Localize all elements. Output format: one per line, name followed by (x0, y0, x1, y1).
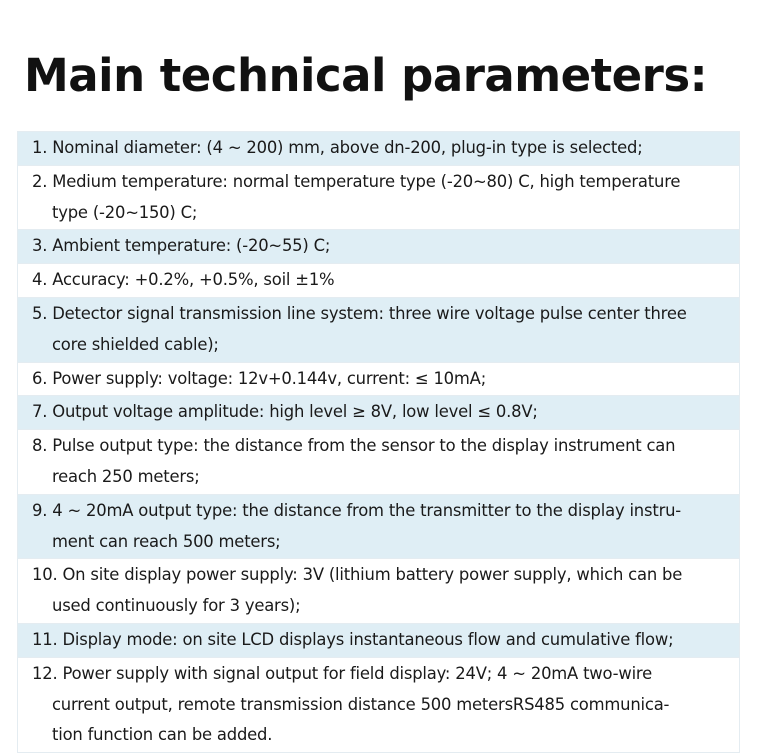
param-line: 4. Accuracy: +0.2%, +0.5%, soil ±1% (32, 270, 335, 290)
param-row-12 (18, 658, 739, 752)
param-row-1 (18, 132, 739, 166)
param-line-continued: core shielded cable); (52, 334, 219, 354)
param-line: 1. Nominal diameter: (4 ~ 200) mm, above dn-200, plug-in type is selected; (32, 138, 643, 157)
param-row-2 (18, 166, 739, 231)
param-line: 3. Ambient temperature: (-20~55) C; (32, 236, 331, 256)
param-line-continued: tion function can be added. (52, 725, 273, 745)
param-line-continued: type (-20~150) C; (52, 202, 198, 222)
parameters-table (17, 131, 740, 753)
param-row-10 (18, 559, 739, 624)
param-line: 11. Display mode: on site LCD displays instantaneous flow and cumulative flow; (32, 629, 674, 649)
param-line: 10. On site display power supply: 3V (lithium battery power supply, which can be (32, 565, 683, 585)
param-line-continued: current output, remote transmission distance 500 metersRS485 communica- (52, 694, 670, 714)
page-title: Main technical parameters: (24, 49, 708, 102)
param-line-continued: ment can reach 500 meters; (52, 531, 281, 551)
param-row-9 (18, 495, 739, 560)
param-line: 5. Detector signal transmission line system: three wire voltage pulse center three (32, 303, 687, 323)
param-row-4 (18, 264, 739, 298)
param-row-3 (18, 230, 739, 264)
param-line-continued: reach 250 meters; (52, 466, 200, 486)
param-line: 6. Power supply: voltage: 12v+0.144v, current: ≤ 10mA; (32, 368, 487, 388)
param-line: 2. Medium temperature: normal temperature type (-20~80) C, high temperature (32, 171, 681, 191)
param-line-continued: used continuously for 3 years); (52, 596, 301, 616)
param-row-11 (18, 624, 739, 658)
param-row-5 (18, 298, 739, 363)
param-row-8 (18, 430, 739, 495)
param-line: 9. 4 ~ 20mA output type: the distance from the transmitter to the display instru- (32, 500, 682, 520)
param-line: 12. Power supply with signal output for field display: 24V; 4 ~ 20mA two-wire (32, 663, 652, 683)
param-row-7 (18, 396, 739, 430)
param-line: 8. Pulse output type: the distance from the sensor to the display instrument can (32, 436, 676, 456)
param-row-6 (18, 363, 739, 397)
param-line: 7. Output voltage amplitude: high level ≥ 8V, low level ≤ 0.8V; (32, 402, 538, 422)
